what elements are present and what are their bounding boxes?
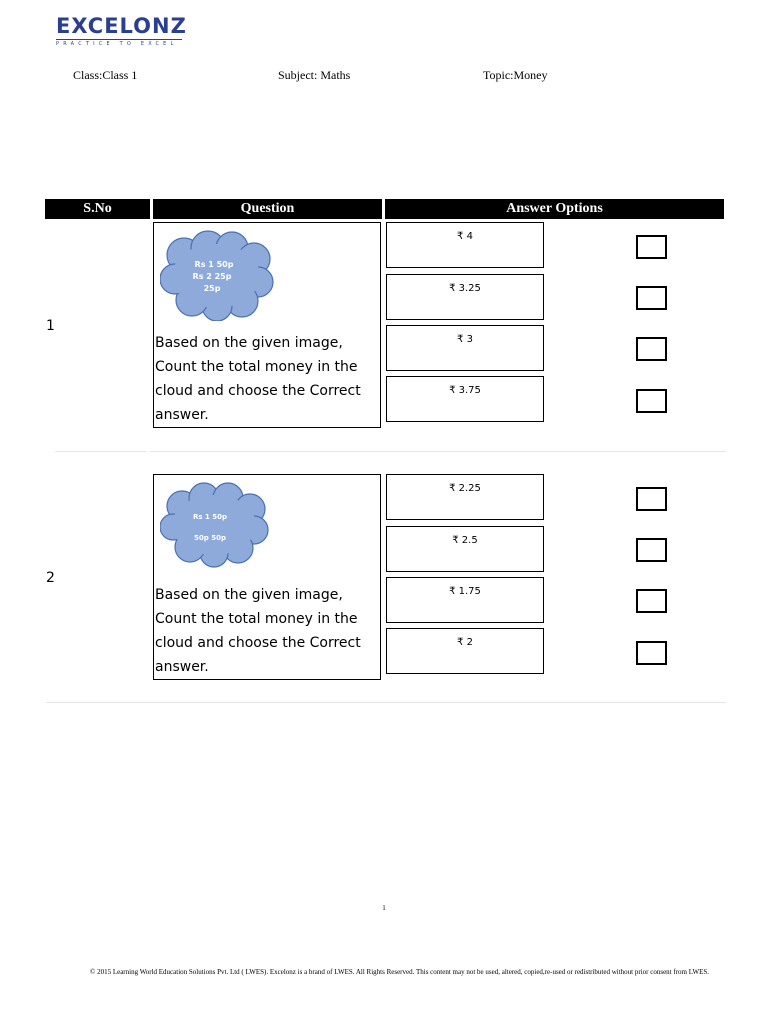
question-2-checkbox-4[interactable] <box>636 641 667 665</box>
question-1-checkbox-1[interactable] <box>636 235 667 259</box>
question-2-option-2[interactable]: ₹ 2.5 <box>386 526 544 572</box>
question-1-option-2[interactable]: ₹ 3.25 <box>386 274 544 320</box>
question-1-number: 1 <box>46 318 55 334</box>
question-2-box <box>153 474 381 680</box>
question-2-text: Based on the given image, Count the total money in the cloud and choose the Correct answer. <box>155 587 361 675</box>
question-2-checkbox-2[interactable] <box>636 538 667 562</box>
logo-text: EXCELONZ <box>56 14 187 38</box>
question-2-number: 2 <box>46 570 55 586</box>
question-2-checkbox-1[interactable] <box>636 487 667 511</box>
subject-label: Subject: Maths <box>278 68 351 82</box>
row-separator <box>46 702 726 703</box>
question-1-text: Based on the given image, Count the total money in the cloud and choose the Correct answer. <box>155 335 361 423</box>
row-separator <box>55 451 147 452</box>
class-label: Class:Class 1 <box>73 68 138 82</box>
question-1-option-4[interactable]: ₹ 3.75 <box>386 376 544 422</box>
question-2-option-1[interactable]: ₹ 2.25 <box>386 474 544 520</box>
topic-label: Topic:Money <box>483 68 548 82</box>
question-2-cloud-line-2: 50p 50p <box>194 534 226 542</box>
question-1-cloud-line-1: Rs 1 50p <box>194 260 234 269</box>
logo-underline <box>56 39 182 40</box>
question-2-option-3[interactable]: ₹ 1.75 <box>386 577 544 623</box>
question-1-option-1[interactable]: ₹ 4 <box>386 222 544 268</box>
question-1-cloud-line-2: Rs 2 25p <box>192 272 232 281</box>
question-2-option-4[interactable]: ₹ 2 <box>386 628 544 674</box>
header-sno: S.No <box>45 199 150 219</box>
question-1-box <box>153 222 381 428</box>
question-2-checkbox-3[interactable] <box>636 589 667 613</box>
question-2-cloud-line-1: Rs 1 50p <box>192 513 228 521</box>
row-separator <box>150 451 726 452</box>
question-1-option-3[interactable]: ₹ 3 <box>386 325 544 371</box>
question-1-cloud-image <box>160 229 276 321</box>
header-answer-options: Answer Options <box>385 199 724 219</box>
excelonz-logo <box>56 14 186 48</box>
question-1-cloud-line-3: 25p <box>203 284 221 293</box>
logo-tagline: PRACTICE TO EXCEL <box>56 41 178 47</box>
page-number: 1 <box>382 904 386 912</box>
header-question: Question <box>153 199 382 219</box>
question-2-cloud-image <box>160 481 272 569</box>
question-1-checkbox-2[interactable] <box>636 286 667 310</box>
copyright-footer: © 2015 Learning World Education Solutions Pvt. Ltd ( LWES). Excelonz is a brand of LWES. All Rights Reserved. This content may not be used, altered, copied,re-used or redistributed without prior consent from LWES. <box>90 968 710 976</box>
question-1-checkbox-3[interactable] <box>636 337 667 361</box>
question-1-checkbox-4[interactable] <box>636 389 667 413</box>
